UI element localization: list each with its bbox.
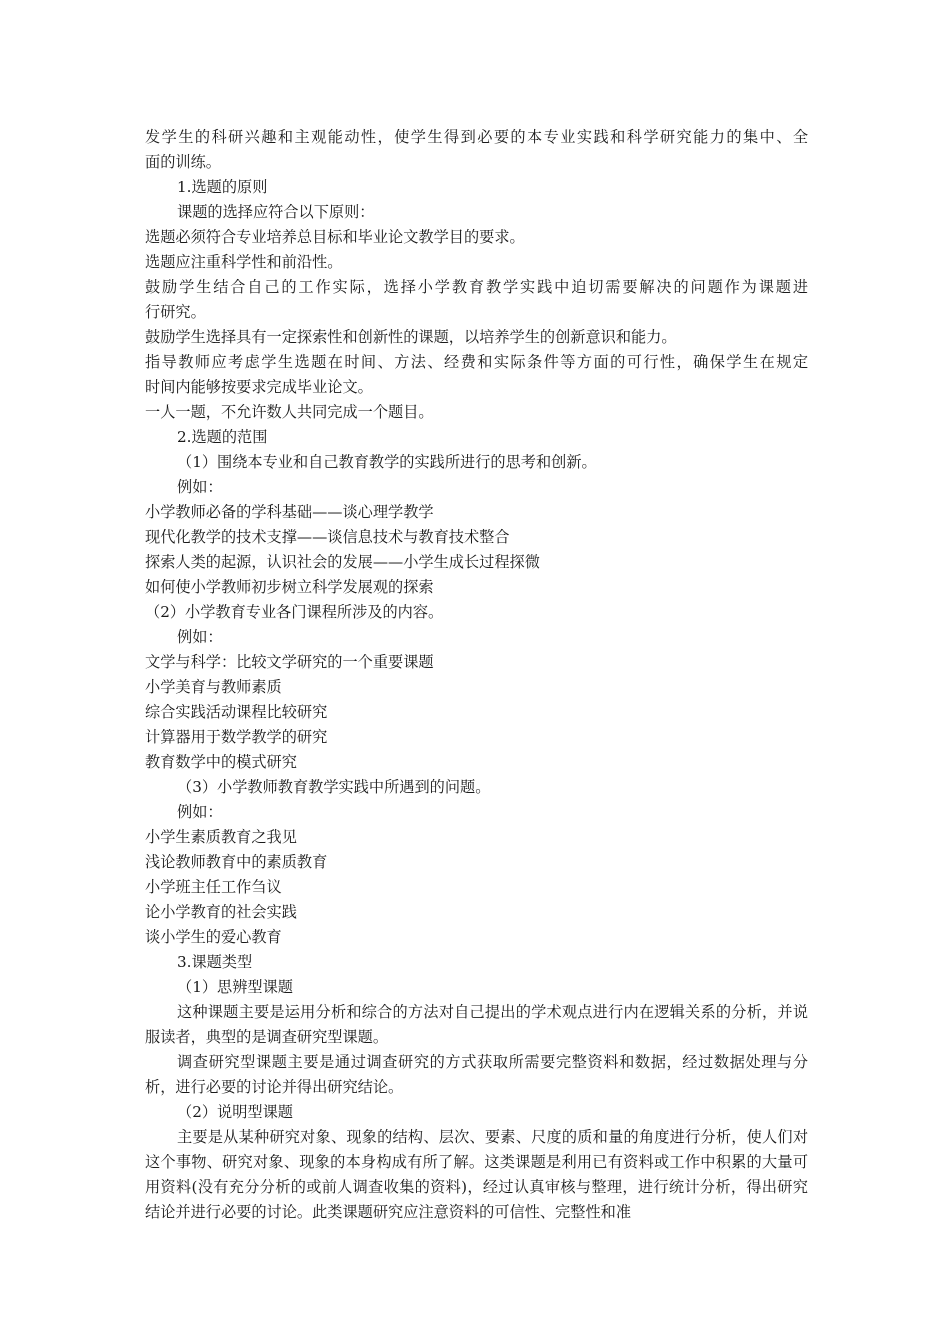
body-paragraph: 主要是从某种研究对象、现象的结构、层次、要素、尺度的质和量的角度进行分析，使人们对这个事物、研究对象、现象的本身构成有所了解。这类课题是利用已有资料或工作中积累的大量可用资料(没有充分分析的或前人调查收集的资料)，经过认真审核与整理，进行统计分析，得出研究结论并进行必要的讨论。此类课题研究应注意资料的可信性、完整性和准 [145, 1128, 808, 1221]
subsection-heading: （2）小学教育专业各门课程所涉及的内容。 [145, 603, 444, 621]
example-item: 现代化教学的技术支撑——谈信息技术与教育技术整合 [145, 528, 510, 546]
subsection-heading: （1）思辨型课题 [177, 978, 293, 996]
example-item: 小学美育与教师素质 [145, 678, 282, 696]
section-heading: 3.课题类型 [177, 953, 253, 971]
example-label: 例如： [177, 628, 223, 646]
example-item: 谈小学生的爱心教育 [145, 928, 282, 946]
body-paragraph: 这种课题主要是运用分析和综合的方法对自己提出的学术观点进行内在逻辑关系的分析，并说服读者，典型的是调查研究型课题。 [145, 1003, 808, 1046]
section-heading: 1.选题的原则 [177, 178, 268, 196]
example-item: 探索人类的起源，认识社会的发展——小学生成长过程探微 [145, 553, 540, 571]
principle-item: 时间内能够按要求完成毕业论文。 [145, 378, 373, 396]
intro-text: 面的训练。 [145, 153, 221, 171]
example-label: 例如： [177, 803, 223, 821]
intro-text: 发学生的科研兴趣和主观能动性，使学生得到必要的本专业实践和科学研究能力的集中、全 [145, 128, 808, 146]
example-item: 浅论教师教育中的素质教育 [145, 853, 328, 871]
principle-item: 鼓励学生选择具有一定探索性和创新性的课题，以培养学生的创新意识和能力。 [145, 328, 677, 346]
example-item: 文学与科学：比较文学研究的一个重要课题 [145, 653, 434, 671]
example-item: 如何使小学教师初步树立科学发展观的探索 [145, 578, 434, 596]
example-item: 小学班主任工作刍议 [145, 878, 282, 896]
example-label: 例如： [177, 478, 223, 496]
example-item: 论小学教育的社会实践 [145, 903, 297, 921]
example-item: 综合实践活动课程比较研究 [145, 703, 328, 721]
example-item: 小学教师必备的学科基础——谈心理学教学 [145, 503, 434, 521]
subsection-heading: （3）小学教师教育教学实践中所遇到的问题。 [177, 778, 491, 796]
document-page [145, 125, 808, 1225]
principle-item: 选题必须符合专业培养总目标和毕业论文教学目的要求。 [145, 228, 525, 246]
principle-item: 鼓励学生结合自己的工作实际，选择小学教育教学实践中迫切需要解决的问题作为课题进 [145, 278, 808, 296]
section-lead: 课题的选择应符合以下原则： [177, 203, 375, 221]
principle-item: 指导教师应考虑学生选题在时间、方法、经费和实际条件等方面的可行性，确保学生在规定 [145, 353, 808, 371]
principle-item: 行研究。 [145, 303, 206, 321]
subsection-heading: （2）说明型课题 [177, 1103, 293, 1121]
body-paragraph: 调查研究型课题主要是通过调查研究的方式获取所需要完整资料和数据，经过数据处理与分析，进行必要的讨论并得出研究结论。 [145, 1053, 808, 1096]
subsection-heading: （1）围绕本专业和自己教育教学的实践所进行的思考和创新。 [177, 453, 597, 471]
principle-item: 一人一题，不允许数人共同完成一个题目。 [145, 403, 434, 421]
section-heading: 2.选题的范围 [177, 428, 268, 446]
example-item: 小学生素质教育之我见 [145, 828, 297, 846]
principle-item: 选题应注重科学性和前沿性。 [145, 253, 343, 271]
example-item: 教育数学中的模式研究 [145, 753, 297, 771]
example-item: 计算器用于数学教学的研究 [145, 728, 328, 746]
